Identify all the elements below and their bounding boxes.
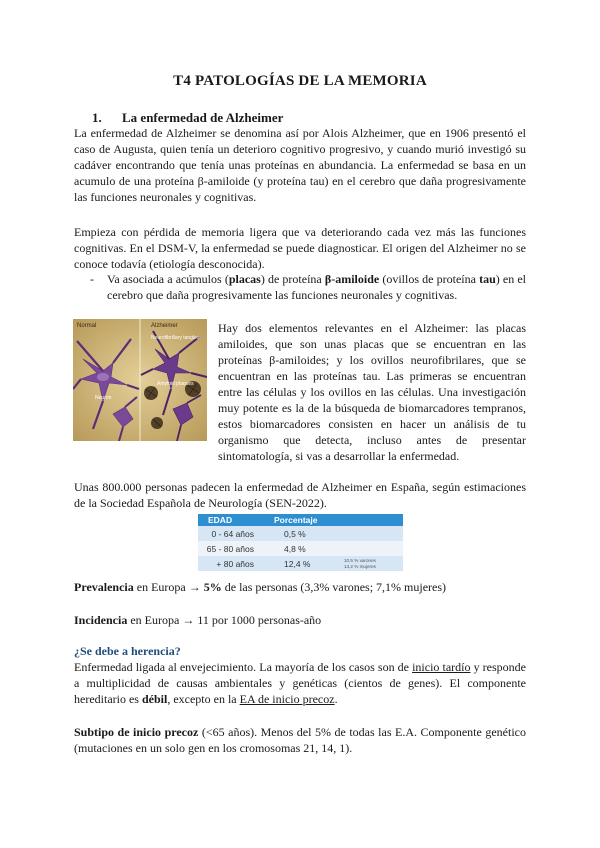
bullet-dash: - xyxy=(90,272,94,286)
page-title: T4 PATOLOGÍAS DE LA MEMORIA xyxy=(173,73,427,89)
note-women: 13,2 % mujeres xyxy=(344,563,376,569)
figure-label-neuron: Neuron xyxy=(95,395,112,401)
figure-label-alzheimer: Alzheimer xyxy=(151,323,178,329)
bold-placas: placas xyxy=(228,272,261,286)
paragraph-spain: Unas 800.000 personas padecen la enfermedad de Alzheimer en España, según estimaciones de la Sociedad Española de Neurología (SEN-2022). xyxy=(74,480,526,510)
table-cell-age: 0 - 64 años xyxy=(198,526,262,541)
figure-label-plaques: Amyloid plaques xyxy=(157,381,194,387)
table-cell-pct: 12,4 % xyxy=(262,556,340,571)
table-cell-pct: 4,8 % xyxy=(262,541,340,556)
bold-weak: débil xyxy=(141,692,168,706)
heredity-heading: ¿Se debe a herencia? xyxy=(74,644,181,658)
table-cell-pct: 0,5 % xyxy=(262,526,340,541)
incidence-line: Incidencia en Europa → 11 por 1000 personas-año xyxy=(74,613,322,627)
table-row xyxy=(198,526,403,541)
paragraph-intro: La enfermedad de Alzheimer se denomina así por Alois Alzheimer, que en 1906 presentó el caso de Augusta, quien tenía un deterioro cognitivo progresivo, y cuando murió investigó su cadáver encontrando que tenía unas proteínas en abundancia. La enfermedad se basa en un acumulo de una proteína β-amiloide (y proteína tau) en el cerebro que daña progresivamente las funciones neuronales y cognitivas. xyxy=(74,126,526,204)
section-heading xyxy=(92,110,283,126)
subtype-label: Subtipo de inicio precoz xyxy=(74,725,199,739)
age-percentage-table xyxy=(198,514,403,571)
alzheimer-neuron-illustration xyxy=(73,319,207,441)
table-row xyxy=(198,541,403,556)
table-cell-note xyxy=(340,526,403,541)
paragraph-heredity: Enfermedad ligada al envejecimiento. La mayoría de los casos son de inicio tardío y responde a multiplicidad de causas ambientales y genéticas (cientos de genes). El componente hereditario es débil, excepto en la EA de inicio precoz. xyxy=(74,660,526,706)
prevalence-label: Prevalencia xyxy=(74,580,134,594)
note-men: 10,5 % varones xyxy=(344,558,376,563)
bold-tau: tau xyxy=(479,272,496,286)
bold-beta-amiloide: β-amiloide xyxy=(324,272,380,286)
prevalence-value: 5% xyxy=(203,580,222,594)
underlined-late-onset: inicio tardío xyxy=(412,660,471,674)
table-cell-age: + 80 años xyxy=(198,556,262,571)
paragraph-onset: Empieza con pérdida de memoria ligera que va deteriorando cada vez más las funciones cognitivas. En el DSM-V, la enfermedad se puede diagnosticar. El origen del Alzheimer no se conoce todavía (etiología desconocida). xyxy=(74,225,526,271)
table-header-pct: Porcentaje xyxy=(262,514,340,526)
section-number: 1. xyxy=(92,110,102,125)
figure-label-tangles: Neurofibrillary tangles xyxy=(151,335,200,341)
table-row xyxy=(198,556,403,571)
section-heading-text: La enfermedad de Alzheimer xyxy=(122,110,284,125)
table-cell-note xyxy=(340,541,403,556)
prevalence-line: Prevalencia en Europa → 5% de las personas (3,3% varones; 7,1% mujeres) xyxy=(74,580,447,594)
underlined-early-onset: EA de inicio precoz xyxy=(239,692,335,706)
bullet-text: Va asociada a acúmulos (placas) de proteína β-amiloide (ovillos de proteína tau) en el cerebro que daña progresivamente las funciones neuronales y cognitivas. xyxy=(107,272,527,302)
incidence-label: Incidencia xyxy=(74,613,128,627)
paragraph-subtype: Subtipo de inicio precoz (<65 años). Menos del 5% de todas las E.A. Componente genético (mutaciones en un solo gen en los cromosomas 21, 14, 1). xyxy=(74,725,526,755)
bullet-item xyxy=(90,271,526,303)
table-header-age: EDAD xyxy=(198,514,262,526)
table-cell-age: 65 - 80 años xyxy=(198,541,262,556)
paragraph-elements: Hay dos elementos relevantes en el Alzheimer: las placas amiloides, que son unas placas que se encuentran en las proteínas β-amiloides; y los ovillos neurofibrilares, que se encuentran en las proteínas tau. Las primeras se encuentran entre las células y los ovillos en las células. Una investigación muy potente es la de la búsqueda de biomarcadores tempranos, estos biomarcadores consisten en hacer un análisis de tu organismo que detecta, incluso antes de presentar sintomatología, si vas a desarrollar la enfermedad. xyxy=(218,321,526,463)
table-header-blank xyxy=(340,514,403,526)
figure-label-normal: Normal xyxy=(77,323,97,329)
table-cell-note xyxy=(340,556,403,571)
